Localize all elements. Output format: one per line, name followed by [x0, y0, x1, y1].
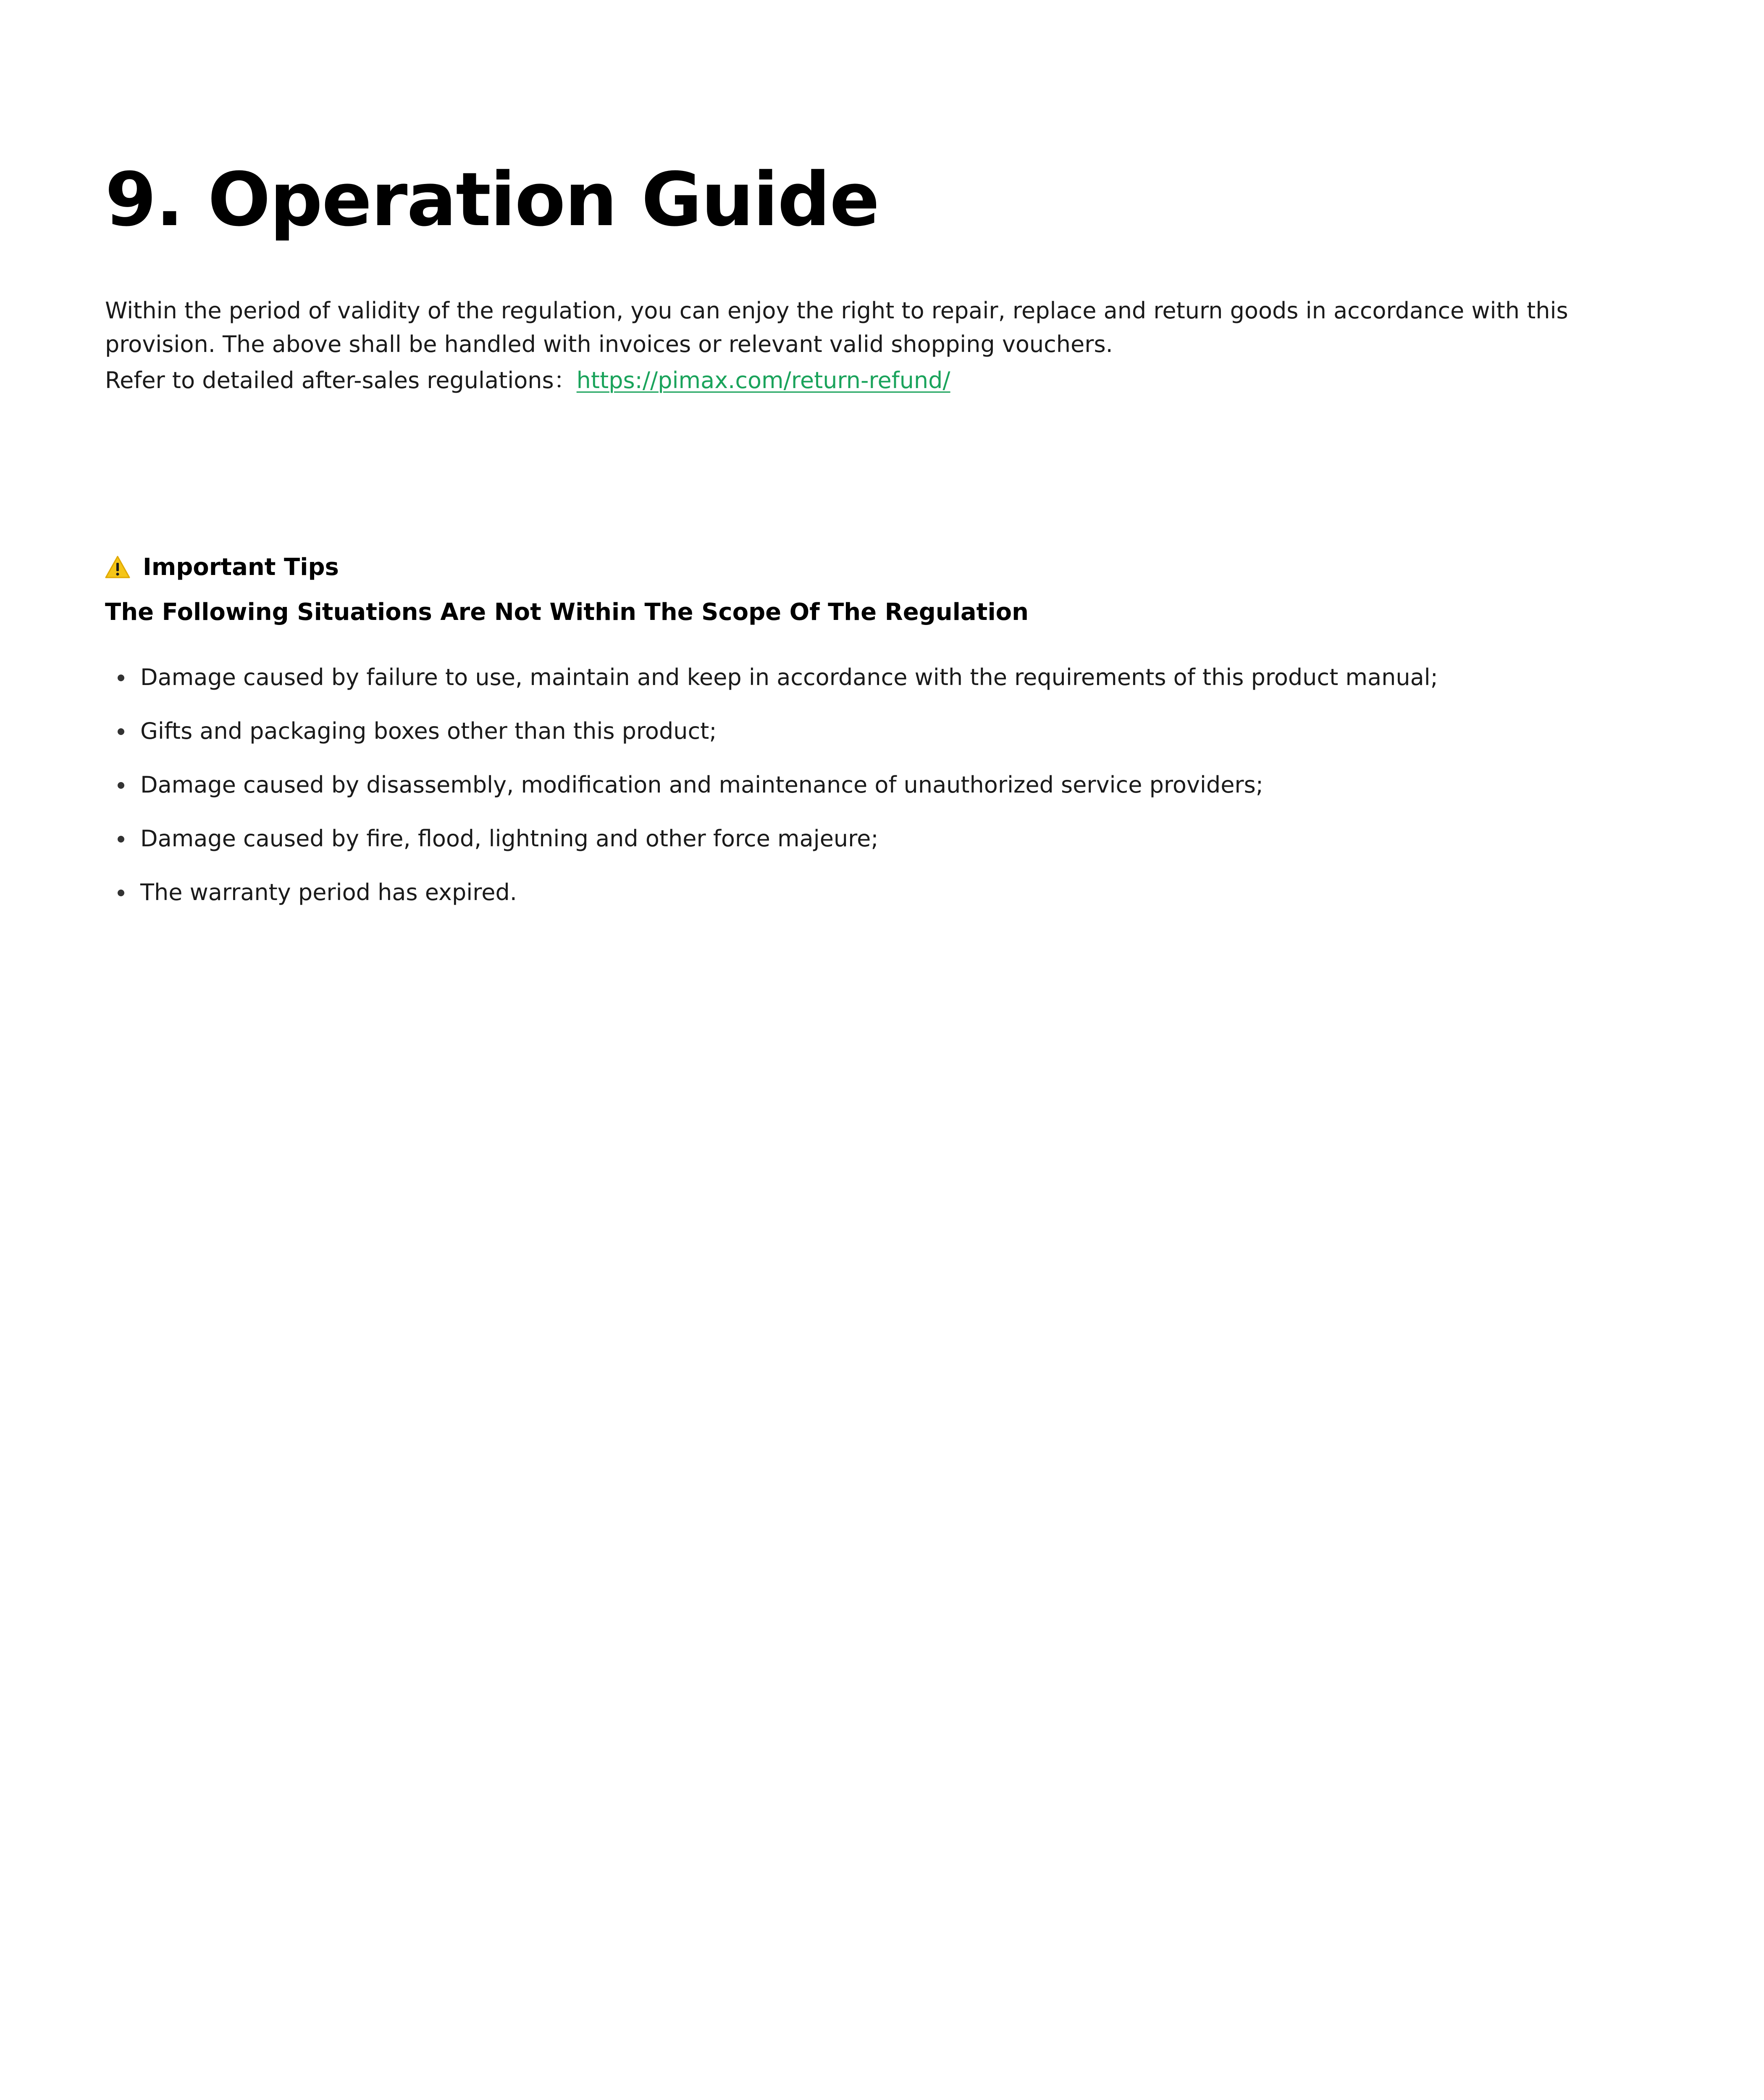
- exclusions-list: [105, 661, 1438, 929]
- list-item: [105, 661, 1438, 694]
- reference-label: Refer to detailed after-sales regulations：: [105, 367, 577, 394]
- after-sales-reference: [105, 364, 950, 397]
- bullet-dot: [118, 675, 124, 681]
- bullet-dot: [118, 890, 124, 896]
- list-item: [105, 876, 1438, 909]
- list-item-text: Gifts and packaging boxes other than this product;: [140, 718, 717, 744]
- list-item-text: Damage caused by failure to use, maintain and keep in accordance with the requirements of this product manual;: [140, 664, 1438, 690]
- list-item-text: The warranty period has expired.: [140, 879, 517, 906]
- warning-icon: [105, 555, 130, 579]
- list-item-text: Damage caused by disassembly, modification and maintenance of unauthorized service providers;: [140, 772, 1263, 798]
- page-title: 9. Operation Guide: [105, 157, 879, 243]
- important-tips-header: [105, 550, 339, 584]
- list-item: [105, 822, 1438, 856]
- bullet-dot: [118, 782, 124, 789]
- important-tips-label: Important Tips: [143, 553, 339, 581]
- list-item-text: Damage caused by fire, flood, lightning and other force majeure;: [140, 825, 879, 852]
- list-item: [105, 714, 1438, 748]
- intro-paragraph: Within the period of validity of the regulation, you can enjoy the right to repair, replace and return goods in accordance with this provision. The above shall be handled with invoices or relevant valid shopping vouchers.: [105, 297, 1568, 357]
- return-refund-link[interactable]: https://pimax.com/return-refund/: [576, 367, 950, 394]
- list-item: [105, 768, 1438, 802]
- bullet-dot: [118, 728, 124, 735]
- scope-heading: The Following Situations Are Not Within The Scope Of The Regulation: [105, 598, 1029, 626]
- bullet-dot: [118, 836, 124, 843]
